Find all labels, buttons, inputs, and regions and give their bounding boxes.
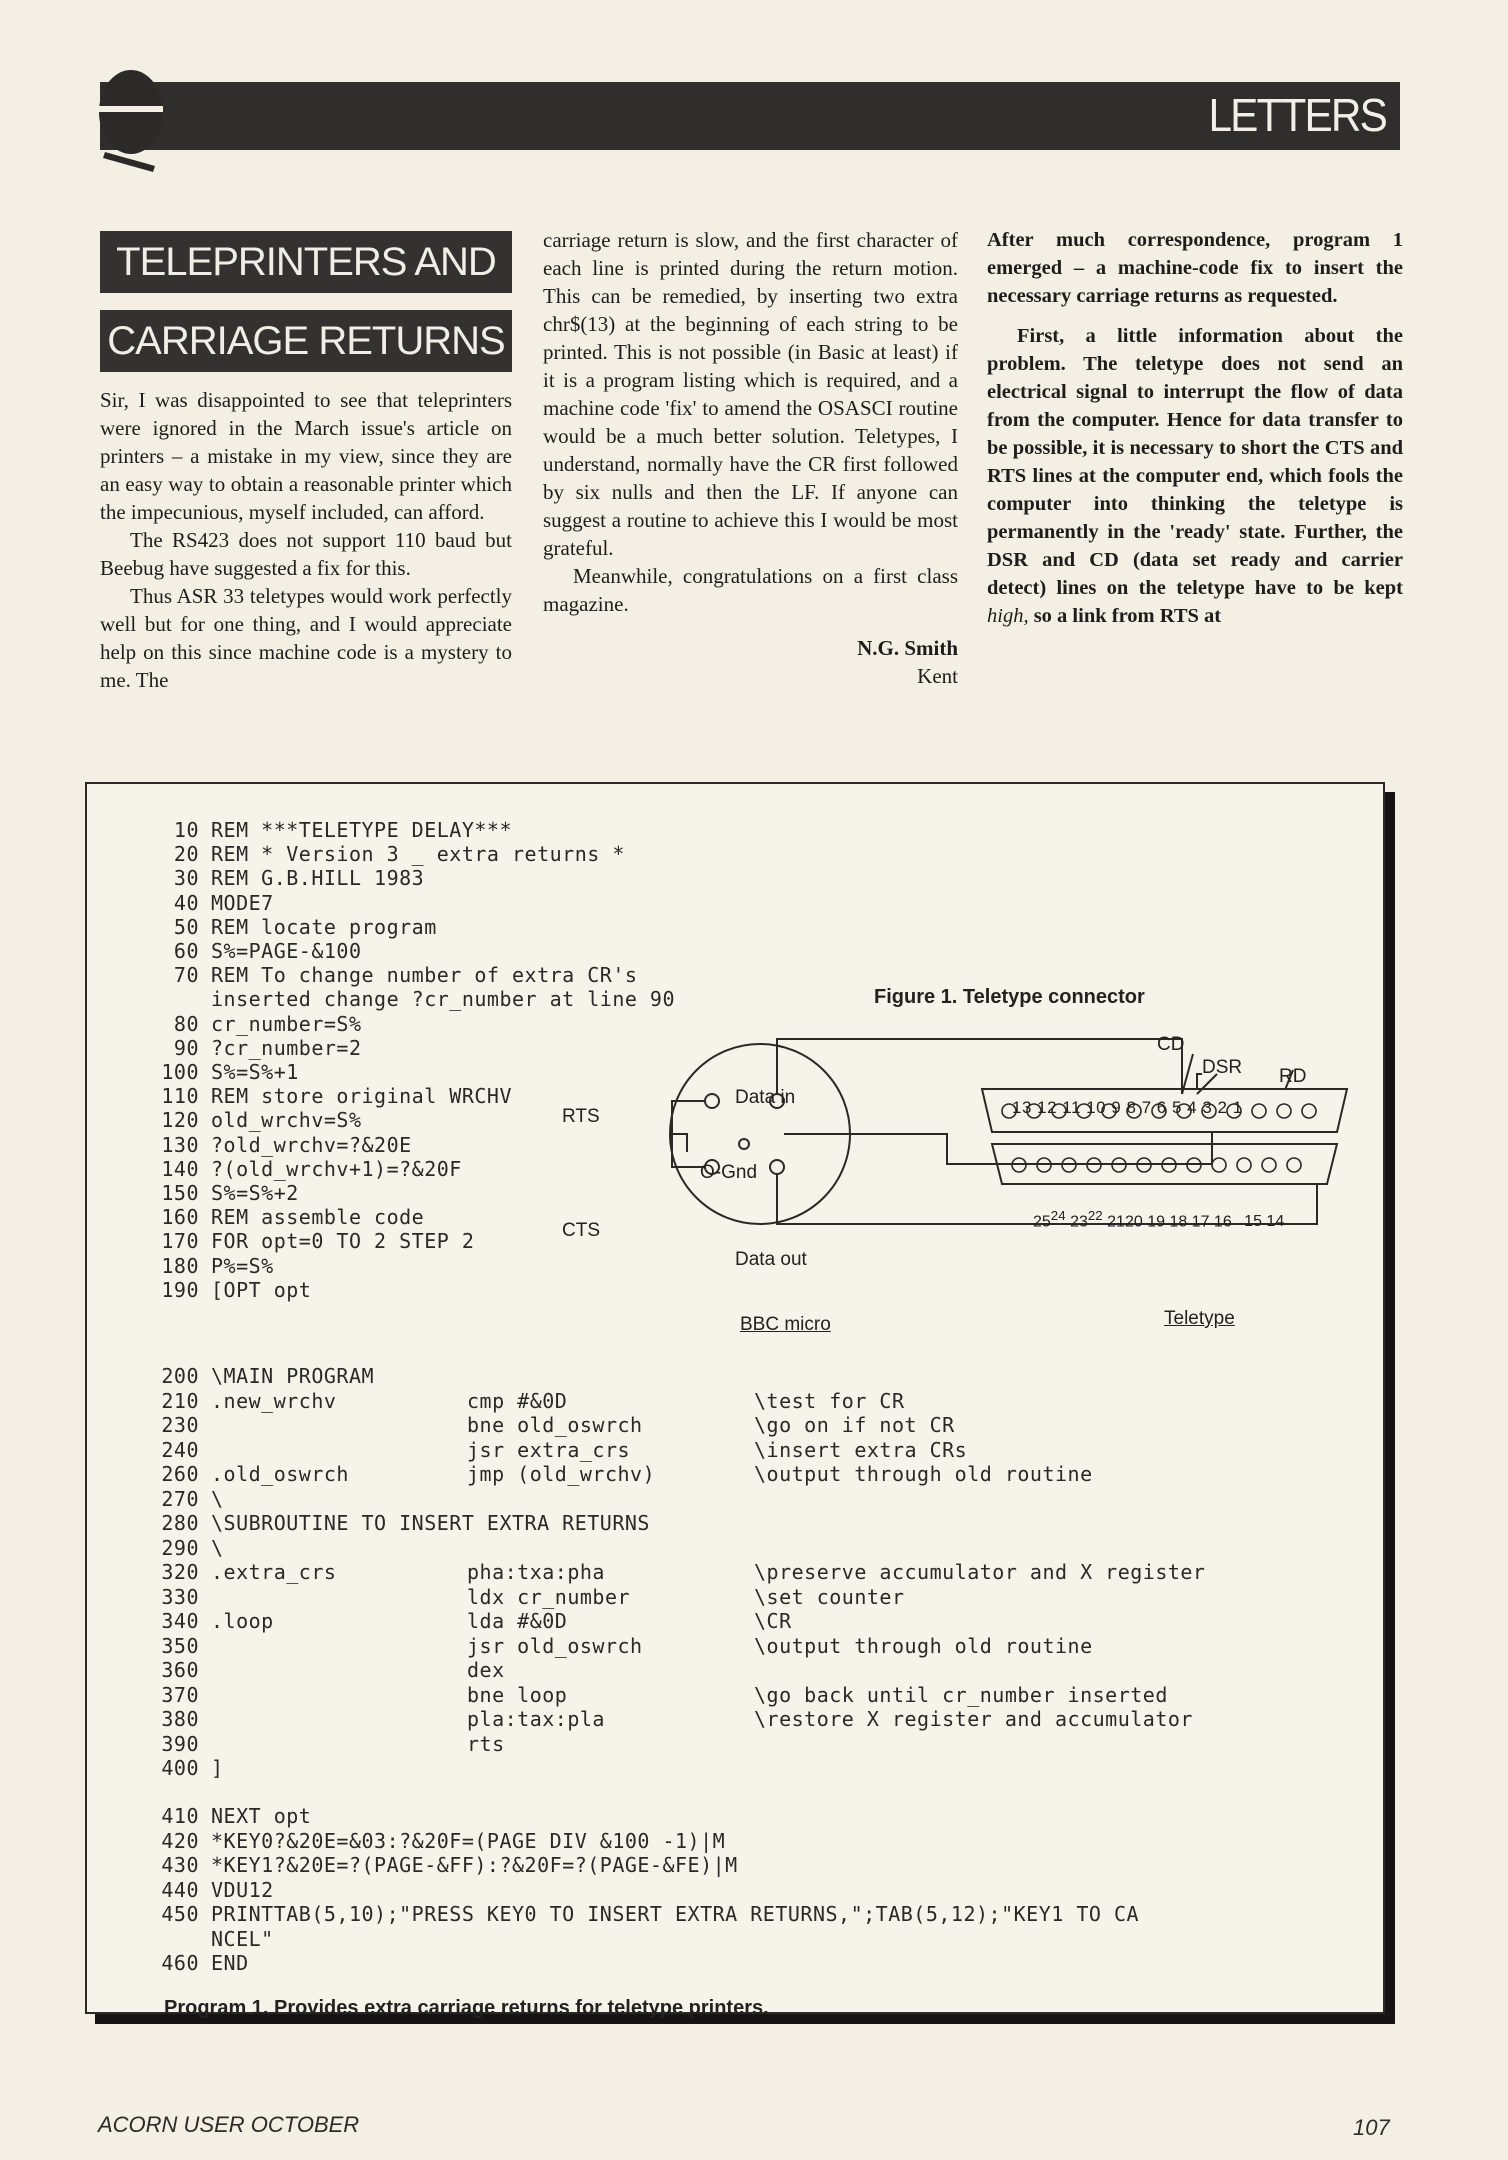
line-number: 440 xyxy=(161,1877,199,1902)
letter-column-1 xyxy=(100,386,512,694)
line-number: 400 xyxy=(161,1756,199,1780)
code-text: ?cr_number=2 xyxy=(211,1035,362,1060)
asm-opcode: rts xyxy=(467,1731,505,1756)
code-line xyxy=(144,1609,792,1634)
letter-paragraph: Sir, I was disappointed to see that teleprinters were ignored in the March issue's article on printers – a mistake in my view, since they are an easy way to obtain a reasonable printer which the impecunious, myself included, can afford. xyxy=(100,388,512,524)
code-line xyxy=(144,1902,1139,1927)
code-line xyxy=(144,1084,675,1108)
line-number: 140 xyxy=(161,1156,199,1181)
line-number: 410 xyxy=(161,1804,199,1828)
code-text: cr_number=S% xyxy=(211,1011,362,1036)
assembler-listing xyxy=(144,1364,1206,1781)
section-title: LETTERS xyxy=(1208,89,1386,141)
acorn-logo-icon xyxy=(95,66,167,176)
line-number: 260 xyxy=(161,1462,199,1486)
code-line xyxy=(144,1157,675,1181)
line-number: 200 xyxy=(161,1364,199,1388)
asm-label: ] xyxy=(211,1756,224,1780)
asm-opcode: pla:tax:pla xyxy=(467,1707,605,1731)
code-line xyxy=(144,1853,1139,1878)
code-line xyxy=(144,1437,968,1463)
code-line xyxy=(144,1927,1139,1952)
line-number: 320 xyxy=(161,1560,199,1584)
basic-tail-listing xyxy=(144,1804,1139,1976)
letter-paragraph: carriage return is slow, and the first character of each line is printed during the return motion. This can be remedied, by inserting two extra chr$(13) at the beginning of each string to be printed. This is not possible (in Basic at least) if it is a program listing which is required, and a machine code 'fix' to amend the OSASCI routine would be a much better solution. Teletypes, I understand, normally have the CR first followed by six nulls and then the LF. If anyone can suggest a routine to achieve this I would be most grateful. xyxy=(543,228,958,560)
code-line xyxy=(144,842,675,866)
line-number: 380 xyxy=(161,1707,199,1731)
code-line xyxy=(144,1388,905,1414)
signature-place: Kent xyxy=(917,664,958,688)
asm-label: \SUBROUTINE TO INSERT EXTRA RETURNS xyxy=(211,1511,650,1535)
asm-label: .loop xyxy=(211,1609,274,1633)
code-line xyxy=(144,1731,505,1757)
code-line xyxy=(144,1413,955,1438)
asm-opcode: jsr extra_crs xyxy=(467,1437,631,1462)
section-header-bar xyxy=(100,82,1400,150)
code-text: END xyxy=(211,1951,249,1975)
line-number: 270 xyxy=(161,1486,199,1511)
line-number: 230 xyxy=(161,1413,199,1437)
program-listing-box xyxy=(85,782,1385,2019)
pin-23: 23 xyxy=(1070,1213,1088,1231)
pin-22: 22 xyxy=(1087,1208,1103,1223)
code-line xyxy=(144,1012,675,1036)
code-line xyxy=(144,1707,1193,1732)
code-line xyxy=(144,1560,1206,1585)
asm-comment: \test for CR xyxy=(754,1388,905,1413)
line-number: 90 xyxy=(173,1035,199,1060)
line-number: 120 xyxy=(161,1108,199,1133)
code-line xyxy=(144,1878,1139,1903)
pins-20-16: 20 19 18 17 16 xyxy=(1124,1213,1232,1231)
code-line xyxy=(144,1486,224,1512)
letter-paragraph: Meanwhile, congratulations on a first class magazine. xyxy=(543,564,958,616)
code-line xyxy=(144,1756,224,1781)
reply-text: First, a little information about the problem. The teletype does not send an electrical signal to interrupt the flow of data from the computer. Hence for data transfer to be possible, it is necessary to short the CTS and RTS lines at the computer end, which fools the computer into thinking the teletype is permanently in the 'ready' state. Further, the DSR and CD (data set ready and carrier detect) lines on the teletype have to be kept xyxy=(987,325,1403,599)
code-text: *KEY0?&20E=&03:?&20F=(PAGE DIV &100 -1)|M xyxy=(211,1828,726,1853)
asm-label: .old_oswrch xyxy=(211,1462,349,1486)
letter-column-2 xyxy=(543,226,958,690)
asm-opcode: ldx cr_number xyxy=(467,1584,631,1609)
line-number: 180 xyxy=(161,1253,199,1278)
code-text: PRINTTAB(5,10);"PRESS KEY0 TO INSERT EXTRA RETURNS,";TAB(5,12);"KEY1 TO CA xyxy=(211,1902,1140,1926)
label-rts: RTS xyxy=(562,1106,600,1127)
code-line xyxy=(144,1254,675,1278)
code-line xyxy=(144,1682,1168,1708)
asm-comment: \set counter xyxy=(754,1584,905,1609)
code-text: MODE7 xyxy=(211,890,274,915)
label-data-in: Data in xyxy=(735,1087,796,1108)
label-data-out: Data out xyxy=(735,1249,807,1270)
line-number: 60 xyxy=(173,939,199,964)
letter-paragraph: Thus ASR 33 teletypes would work perfectly well but for one thing, and I would appreciate help on this since machine code is a mystery to me. The xyxy=(100,584,512,692)
asm-opcode: dex xyxy=(467,1658,505,1682)
asm-opcode: bne loop xyxy=(467,1682,568,1707)
code-text: S%=S%+2 xyxy=(211,1181,299,1206)
asm-label: \ xyxy=(211,1535,224,1560)
code-text: REM To change number of extra CR's xyxy=(211,963,638,988)
asm-opcode: jsr old_oswrch xyxy=(467,1633,643,1658)
code-line xyxy=(144,1133,675,1157)
line-number: 240 xyxy=(161,1437,199,1462)
label-teletype: Teletype xyxy=(1164,1308,1235,1329)
code-text: ?old_wrchv=?&20E xyxy=(211,1132,412,1157)
program-caption: Program 1. Provides extra carriage returns for teletype printers. xyxy=(164,1997,769,2019)
line-number: 340 xyxy=(161,1609,199,1633)
line-number: 390 xyxy=(161,1731,199,1756)
headline-line-2: CARRIAGE RETURNS xyxy=(100,310,512,372)
asm-label: \MAIN PROGRAM xyxy=(211,1364,375,1388)
line-number: 330 xyxy=(161,1584,199,1609)
code-text: P%=S% xyxy=(211,1253,274,1278)
line-number: 100 xyxy=(161,1060,199,1085)
line-number: 370 xyxy=(161,1682,199,1707)
asm-comment: \CR xyxy=(754,1609,792,1633)
code-line xyxy=(144,1462,1093,1487)
din-pin-rts xyxy=(705,1094,719,1108)
bottom-pin-numbers xyxy=(1033,1208,1284,1231)
asm-comment: \output through old routine xyxy=(754,1462,1093,1486)
reply-italic: high, xyxy=(987,605,1029,627)
code-line xyxy=(144,1060,675,1084)
code-text: VDU12 xyxy=(211,1877,274,1902)
label-cd: CD xyxy=(1157,1034,1185,1055)
line-number: 50 xyxy=(173,914,199,939)
code-line xyxy=(144,1951,1139,1976)
line-number: 360 xyxy=(161,1658,199,1682)
code-line xyxy=(144,939,675,963)
code-text: ?(old_wrchv+1)=?&20F xyxy=(211,1156,462,1181)
line-number: 450 xyxy=(161,1902,199,1926)
code-text: [OPT opt xyxy=(211,1277,312,1302)
code-line xyxy=(144,1584,905,1610)
code-text: REM store original WRCHV xyxy=(211,1084,512,1109)
line-number: 20 xyxy=(173,842,199,867)
footer-magazine-title: ACORN USER OCTOBER xyxy=(98,2112,360,2137)
line-number: 30 xyxy=(173,866,199,891)
line-number: 350 xyxy=(161,1633,199,1658)
code-line xyxy=(144,987,675,1011)
asm-opcode: bne old_oswrch xyxy=(467,1413,643,1437)
asm-comment: \restore X register and accumulator xyxy=(754,1707,1193,1731)
label-gnd: O-Gnd xyxy=(700,1162,758,1183)
asm-label: \ xyxy=(211,1486,224,1511)
code-line xyxy=(144,1535,224,1561)
editor-reply-column xyxy=(987,226,1403,642)
label-dsr: DSR xyxy=(1202,1057,1243,1078)
line-number: 290 xyxy=(161,1535,199,1560)
asm-label: .new_wrchv xyxy=(211,1388,337,1413)
code-text: FOR opt=0 TO 2 STEP 2 xyxy=(211,1229,475,1254)
line-number: 210 xyxy=(161,1388,199,1413)
top-pin-numbers: 13 12 11 10 9 8 7 6 5 4 3 2 1 xyxy=(1012,1098,1243,1117)
asm-opcode: pha:txa:pha xyxy=(467,1560,605,1584)
code-line xyxy=(144,1278,675,1302)
headline-line-1: TELEPRINTERS AND xyxy=(100,231,512,293)
asm-opcode: jmp (old_wrchv) xyxy=(467,1462,656,1486)
asm-comment: \go back until cr_number inserted xyxy=(754,1682,1168,1707)
code-line xyxy=(144,915,675,939)
pin-24: 24 xyxy=(1050,1208,1066,1223)
asm-opcode: lda #&0D xyxy=(467,1609,568,1633)
code-line xyxy=(144,1511,650,1536)
asm-opcode: cmp #&0D xyxy=(467,1388,568,1413)
code-line xyxy=(144,1633,1093,1659)
code-line xyxy=(144,1658,505,1683)
code-line xyxy=(144,891,675,915)
code-text: *KEY1?&20E=?(PAGE-&FF):?&20F=?(PAGE-&FE)|M xyxy=(211,1853,738,1877)
asm-comment: \preserve accumulator and X register xyxy=(754,1560,1206,1584)
line-number: 280 xyxy=(161,1511,199,1535)
line-number: 70 xyxy=(173,963,199,988)
code-text: NEXT opt xyxy=(211,1804,312,1828)
footer-page-number: 107 xyxy=(1353,2115,1390,2140)
asm-comment: \output through old routine xyxy=(754,1633,1093,1658)
reply-text: so a link from RTS at xyxy=(1033,605,1222,627)
line-number: 430 xyxy=(161,1853,199,1877)
line-number: 130 xyxy=(161,1132,199,1157)
code-text: REM locate program xyxy=(211,914,437,939)
line-number: 160 xyxy=(161,1205,199,1230)
code-line xyxy=(144,1804,1139,1829)
reply-paragraph xyxy=(987,322,1403,630)
asm-comment: \go on if not CR xyxy=(754,1413,955,1437)
letter-paragraph: The RS423 does not support 110 baud but Beebug have suggested a fix for this. xyxy=(100,528,512,580)
code-line xyxy=(144,818,675,842)
code-text: S%=S%+1 xyxy=(211,1060,299,1085)
line-number: 170 xyxy=(161,1229,199,1254)
code-text: old_wrchv=S% xyxy=(211,1108,362,1133)
code-text: REM ***TELETYPE DELAY*** xyxy=(211,818,512,842)
line-number: 460 xyxy=(161,1951,199,1975)
line-number: 80 xyxy=(173,1011,199,1036)
code-line xyxy=(144,963,675,987)
code-line xyxy=(144,1036,675,1060)
label-bbc-micro: BBC micro xyxy=(740,1314,831,1335)
line-number: 40 xyxy=(173,890,199,915)
line-number: 190 xyxy=(161,1277,199,1302)
line-number: 420 xyxy=(161,1828,199,1853)
line-number: 10 xyxy=(173,818,199,842)
pin-25: 25 xyxy=(1033,1213,1051,1231)
reply-paragraph: After much correspondence, program 1 emerged – a machine-code fix to insert the necessary carriage returns as requested. xyxy=(987,229,1403,307)
code-line xyxy=(144,1829,1139,1854)
label-cts: CTS xyxy=(562,1220,600,1241)
pins-15-14: 15 14 xyxy=(1244,1213,1285,1231)
asm-label: .extra_crs xyxy=(211,1560,337,1584)
code-line xyxy=(144,866,675,890)
asm-comment: \insert extra CRs xyxy=(754,1437,968,1462)
code-text: S%=PAGE-&100 xyxy=(211,939,362,964)
code-text: REM * Version 3 _ extra returns * xyxy=(211,842,625,867)
label-rd: RD xyxy=(1279,1066,1307,1087)
code-line xyxy=(144,1181,675,1205)
code-line xyxy=(144,1364,375,1389)
code-text: NCEL" xyxy=(211,1926,274,1951)
pin-21: 21 xyxy=(1107,1213,1125,1231)
code-text: REM G.B.HILL 1983 xyxy=(211,866,425,891)
line-number: 110 xyxy=(161,1084,199,1109)
code-text: inserted change ?cr_number at line 90 xyxy=(211,987,676,1012)
line-number: 150 xyxy=(161,1181,199,1206)
signature-name: N.G. Smith xyxy=(857,636,958,660)
code-text: REM assemble code xyxy=(211,1205,425,1230)
figure-title: Figure 1. Teletype connector xyxy=(874,986,1145,1008)
